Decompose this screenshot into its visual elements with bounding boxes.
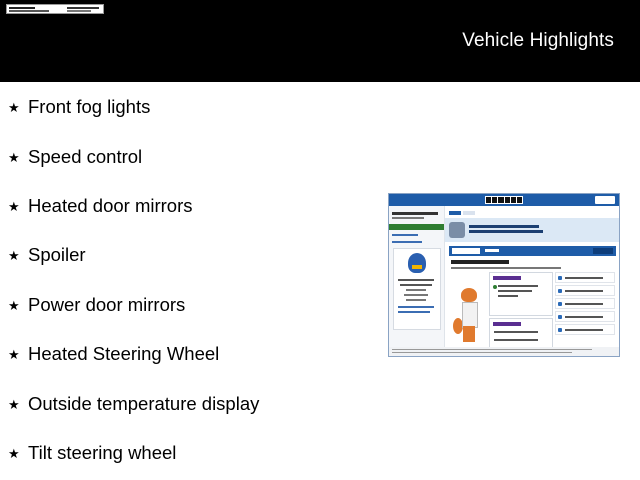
star-icon: ★	[8, 99, 20, 115]
carfax-dealer-card	[393, 248, 441, 330]
star-icon: ★	[8, 445, 20, 461]
highlight-item	[8, 146, 142, 168]
highlight-text: Speed control	[28, 146, 143, 167]
highlight-text: Heated Steering Wheel	[28, 343, 220, 364]
star-icon: ★	[8, 198, 20, 214]
highlight-item	[8, 393, 259, 415]
highlight-item	[8, 195, 193, 217]
highlight-text: Heated door mirrors	[28, 195, 193, 216]
dealer-logo	[6, 4, 104, 14]
carfax-top-bar	[389, 194, 619, 206]
highlight-text: Tilt steering wheel	[28, 442, 177, 463]
carfax-history-list	[555, 272, 615, 350]
highlight-text: Front fog lights	[28, 96, 151, 117]
star-icon: ★	[8, 247, 20, 263]
car-icon	[449, 222, 465, 238]
carfax-report-bar	[449, 246, 616, 256]
page-title: Vehicle Highlights	[462, 30, 614, 51]
carfax-print-button	[595, 196, 615, 204]
highlight-text: Spoiler	[28, 244, 86, 265]
star-icon: ★	[8, 149, 20, 165]
star-icon: ★	[8, 396, 20, 412]
header-bar	[0, 0, 640, 82]
star-icon: ★	[8, 346, 20, 362]
carfax-advantage-badge-icon	[408, 253, 426, 273]
highlight-text: Power door mirrors	[28, 294, 186, 315]
highlight-text: Outside temperature display	[28, 393, 260, 414]
carfax-sidebar	[389, 206, 445, 356]
highlight-item	[8, 96, 150, 118]
highlight-item	[8, 442, 176, 464]
carfax-logo	[485, 196, 523, 204]
carfax-main-panel	[445, 206, 620, 356]
carfax-report-thumbnail[interactable]	[388, 193, 620, 357]
highlight-item	[8, 294, 185, 316]
carfax-summary-card	[489, 272, 553, 316]
star-icon: ★	[8, 297, 20, 313]
carfax-promo-banner	[445, 218, 620, 242]
carfax-footer	[389, 347, 619, 356]
carfax-fox-mascot-icon	[453, 288, 483, 344]
highlight-item	[8, 244, 86, 266]
highlight-item	[8, 343, 219, 365]
